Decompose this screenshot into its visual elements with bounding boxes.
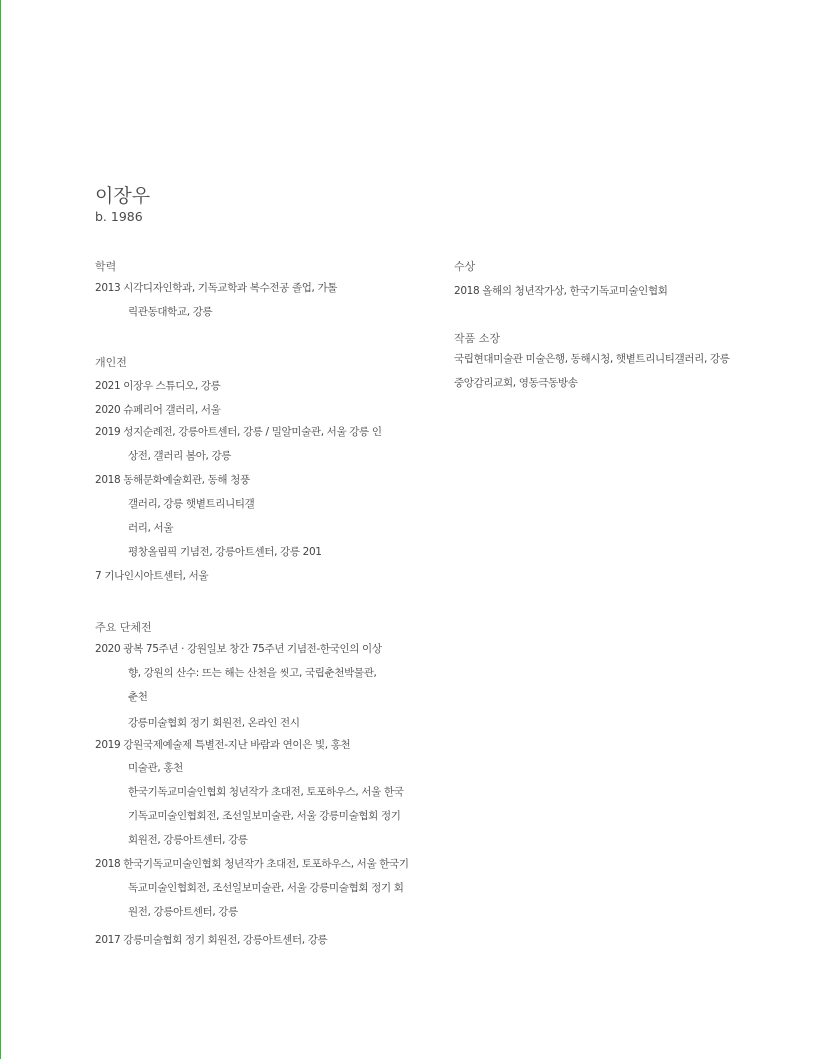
solo-exhibition-line: 7 기나인시아트센터, 서울 <box>95 570 209 582</box>
group-exhibition-line: 미술관, 홍천 <box>128 762 183 774</box>
solo-exhibitions-heading: 개인전 <box>95 356 127 369</box>
group-exhibition-line: 2018 한국기독교미술인협회 청년작가 초대전, 토포하우스, 서울 한국기 <box>95 858 409 870</box>
group-exhibition-line: 독교미술인협회전, 조선일보미술관, 서울 강릉미술협회 정기 회 <box>128 882 404 894</box>
collection-line: 국립현대미술관 미술은행, 동해시청, 햇볕트리니티갤러리, 강릉 <box>454 353 730 365</box>
education-line: 릭관동대학교, 강릉 <box>128 306 213 318</box>
collection-line: 중앙감리교회, 영동극동방송 <box>454 377 578 389</box>
group-exhibition-line: 한국기독교미술인협회 청년작가 초대전, 토포하우스, 서울 한국 <box>128 786 404 798</box>
education-heading: 학력 <box>95 260 117 273</box>
group-exhibition-line: 춘천 <box>128 691 148 703</box>
page-edge-rule <box>0 0 1 1059</box>
solo-exhibition-line: 평창올림픽 기념전, 강릉아트센터, 강릉 201 <box>128 546 322 558</box>
solo-exhibition-line: 2019 성지순례전, 강릉아트센터, 강릉 / 밀알미술관, 서울 강릉 인 <box>95 426 382 438</box>
solo-exhibition-line: 2020 슈페리어 갤러리, 서울 <box>95 404 221 416</box>
group-exhibitions-heading: 주요 단체전 <box>95 621 152 634</box>
group-exhibition-line: 강릉미술협회 정기 회원전, 온라인 전시 <box>128 717 300 729</box>
collection-heading: 작품 소장 <box>454 332 501 345</box>
group-exhibition-line: 기독교미술인협회전, 조선일보미술관, 서울 강릉미술협회 정기 <box>128 810 401 822</box>
artist-birth-year: b. 1986 <box>95 209 143 224</box>
group-exhibition-line: 원전, 강릉아트센터, 강릉 <box>128 906 238 918</box>
solo-exhibition-line: 러리, 서울 <box>128 522 174 534</box>
solo-exhibition-line: 상전, 갤러리 봄아, 강릉 <box>128 450 232 462</box>
group-exhibition-line: 2020 광복 75주년 · 강원일보 창간 75주년 기념전-한국인의 이상 <box>95 643 382 655</box>
artist-name: 이장우 <box>95 185 151 207</box>
group-exhibition-line: 2019 강원국제예술제 특별전-지난 바람과 연이은 빛, 홍천 <box>95 739 351 751</box>
solo-exhibition-line: 2021 이장우 스튜디오, 강릉 <box>95 380 221 392</box>
solo-exhibition-line: 2018 동해문화예술회관, 동해 청풍 <box>95 474 250 486</box>
group-exhibition-line: 향, 강원의 산수: 뜨는 해는 산천을 씻고, 국립춘천박물관, <box>128 667 377 679</box>
solo-exhibition-line: 갤러리, 강릉 햇볕트리니티갤 <box>128 498 255 510</box>
group-exhibition-line: 회원전, 강릉아트센터, 강릉 <box>128 834 248 846</box>
group-exhibition-line: 2017 강릉미술협회 정기 회원전, 강릉아트센터, 강릉 <box>95 934 328 946</box>
awards-heading: 수상 <box>454 260 476 273</box>
award-line: 2018 올해의 청년작가상, 한국기독교미술인협회 <box>454 285 668 297</box>
education-line: 2013 시각디자인학과, 기독교학과 복수전공 졸업, 가톨 <box>95 282 338 294</box>
